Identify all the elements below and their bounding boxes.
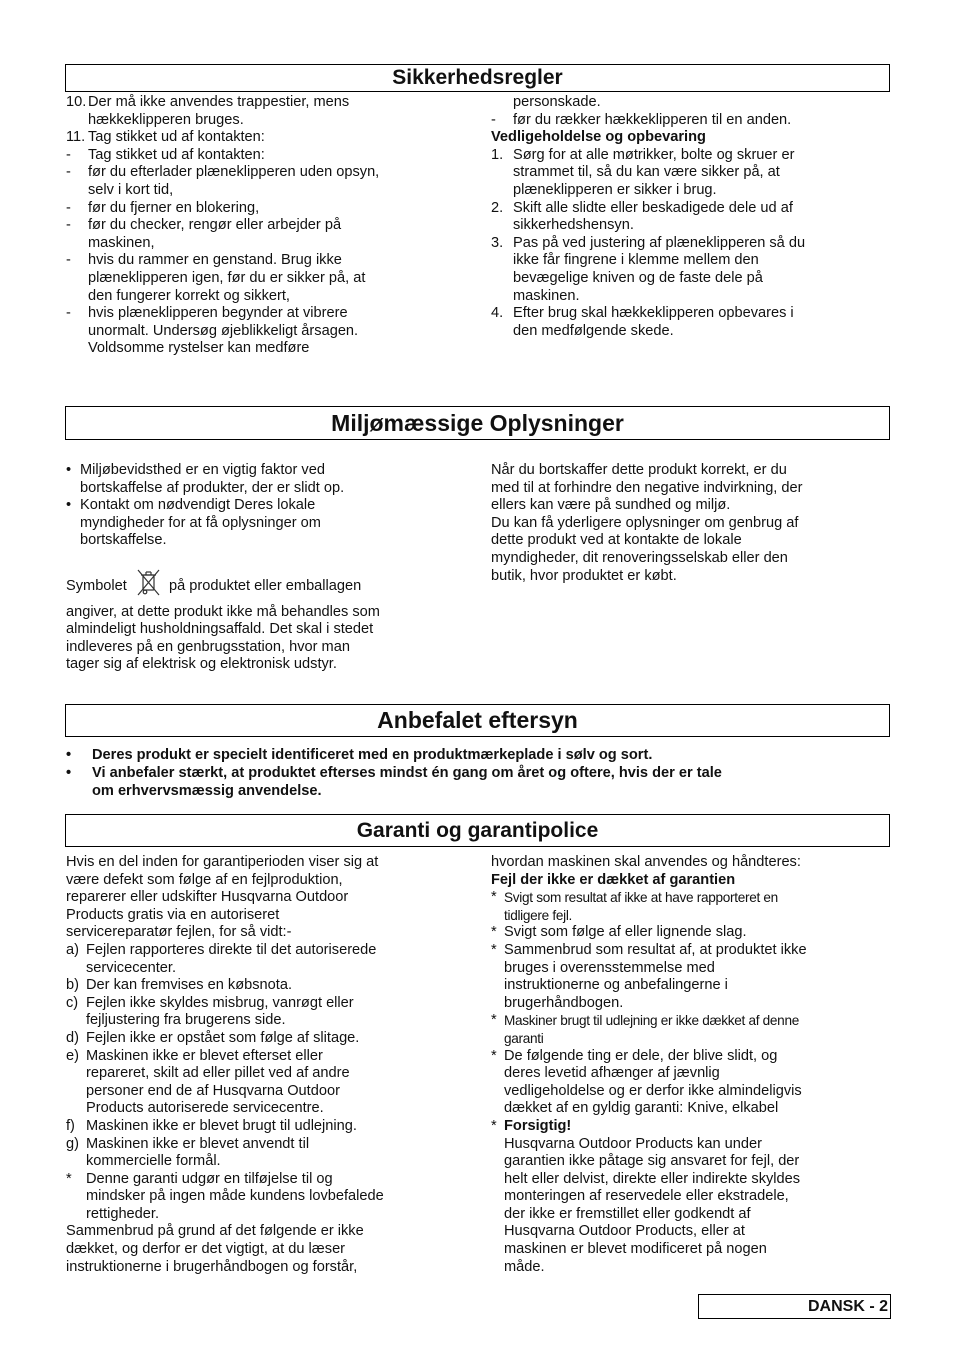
text-line: personer end de af Husqvarna Outdoor — [86, 1082, 340, 1099]
text-line: servicecenter. — [86, 959, 177, 976]
text-line: dækket af en gyldig garanti: Knive, elkabel — [504, 1100, 779, 1117]
text-line: Tag stikket ud af kontakten: — [88, 129, 265, 146]
list-item — [66, 200, 476, 218]
text-line: Når du bortskaffer dette produkt korrekt, er du — [491, 462, 787, 478]
text-line: brugerhåndbogen. — [504, 994, 624, 1011]
safety-heading: Sikkerhedsregler — [65, 64, 890, 92]
text-line: Svigt som følge af eller lignende slag. — [504, 924, 747, 941]
list-item — [66, 217, 476, 252]
list-marker: * — [491, 1117, 497, 1134]
safety-continuation: personskade. — [513, 94, 601, 110]
text-line: angiver, at dette produkt ikke må behandles som — [66, 603, 380, 620]
text-line: Efter brug skal hækkeklipperen opbevares i — [513, 305, 794, 322]
text-line: plæneklipperen er sikker i brug. — [513, 181, 717, 198]
text-line: maskinen er blevet modificeret på nogen — [504, 1241, 767, 1258]
list-marker: • — [66, 497, 72, 514]
caution-text — [504, 1136, 891, 1277]
text-line: Sammenbrud på grund af det følgende er ikke — [66, 1223, 364, 1240]
list-marker: * — [491, 924, 497, 941]
text-line: reparerer eller udskifter Husqvarna Outdoor — [66, 889, 349, 906]
list-item — [66, 746, 896, 764]
text-line: Deres produkt er specielt identificeret med en produktmærkeplade i sølv og sort. — [92, 747, 653, 763]
text-line: den medfølgende skede. — [513, 322, 674, 339]
symbol-sentence — [66, 568, 476, 604]
text-line: bortskaffelse. — [80, 532, 167, 549]
text-line: Tag stikket ud af kontakten: — [88, 146, 265, 163]
environment-heading: Miljømæssige Oplysninger — [65, 406, 890, 440]
text-line: kommercielle formål. — [86, 1153, 221, 1170]
text-line: Du kan få yderligere oplysninger om genbrug af — [491, 514, 799, 531]
list-marker: - — [66, 164, 71, 181]
text-line: Denne garanti udgør en tilføjelse til og — [86, 1170, 333, 1187]
list-marker: * — [491, 1047, 497, 1064]
text-line: Fejlen ikke skyldes misbrug, vanrøgt eller — [86, 994, 354, 1011]
text-line: repareret, skilt ad eller pillet ved af andre — [86, 1065, 350, 1082]
list-marker: 2. — [491, 199, 504, 216]
text-line: deres levetid afhænger af jævnlig — [504, 1065, 720, 1082]
list-text: før du rækker hækkeklipperen til en anden. — [513, 111, 792, 128]
list-item — [66, 1118, 476, 1136]
list-item — [66, 942, 476, 977]
text-line: rettigheder. — [86, 1205, 160, 1222]
text-line: om erhvervsmæssig anvendelse. — [92, 783, 322, 799]
list-marker: 1. — [491, 146, 504, 163]
text-line: ellers kan være på sundhed og miljø. — [491, 497, 731, 514]
text-line: bruges i overensstemmelse med — [504, 959, 715, 976]
text-line: unormalt. Undersøg øjeblikkeligt årsagen. — [88, 322, 359, 339]
symbol-text-before: Symbolet — [66, 577, 127, 594]
list-marker: f) — [66, 1117, 75, 1134]
safety-list-item — [491, 112, 891, 130]
list-marker: • — [66, 765, 72, 781]
service-bullets — [66, 746, 896, 800]
text-line: servicereparatør fejlen, for så vidt:- — [66, 924, 292, 941]
caution-heading: Forsigtig! — [504, 1117, 572, 1134]
list-item — [491, 235, 891, 305]
text-line: ikke får fingrene i klemme mellem den — [513, 252, 759, 269]
list-marker: e) — [66, 1047, 79, 1064]
environment-right-column — [491, 462, 891, 585]
text-line: være defekt som følge af en fejlproduktion, — [66, 871, 343, 888]
crossed-out-wheelie-bin-icon — [135, 568, 161, 604]
text-line: indleveres på en genbrugsstation, hvor man — [66, 638, 350, 655]
list-item — [491, 147, 891, 200]
safety-left-column — [66, 94, 476, 358]
environment-bullets — [66, 462, 476, 550]
text-line: Maskinen ikke er blevet anvendt til — [86, 1135, 310, 1152]
list-item — [66, 1171, 476, 1224]
text-line: fejljustering fra brugerens side. — [86, 1012, 286, 1029]
text-line: tidligere fejl. — [504, 907, 573, 923]
text-line: Maskinen ikke er blevet efterset eller — [86, 1047, 323, 1064]
list-marker: - — [66, 305, 71, 322]
list-marker: g) — [66, 1135, 79, 1152]
list-item — [66, 164, 476, 199]
text-line: Svigt som resultat af ikke at have rapporteret en — [504, 890, 778, 906]
text-line: Kontakt om nødvendigt Deres lokale — [80, 497, 316, 514]
text-line: strammet til, så du kan være sikker på, at — [513, 164, 780, 181]
exclusions-list — [491, 889, 891, 1118]
text-line: før du fjerner en blokering, — [88, 199, 260, 216]
warranty-left-column — [66, 854, 476, 1276]
text-line: Miljøbevidsthed er en vigtig faktor ved — [80, 462, 325, 478]
text-line: vedligeholdelse og er derfor ikke almindeligvis — [504, 1082, 802, 1099]
warranty-heading: Garanti og garantipolice — [65, 814, 890, 847]
text-line: Maskinen ikke er blevet brugt til udlejning. — [86, 1117, 357, 1134]
list-marker: * — [491, 941, 497, 958]
text-line: bevægelige kniven og de faste dele på — [513, 269, 763, 286]
symbol-explanation — [66, 604, 476, 674]
list-marker: - — [491, 111, 496, 128]
text-line: dækket, og derfor er det vigtigt, at du læser — [66, 1241, 346, 1258]
text-line: hvis plæneklipperen begynder at vibrere — [88, 305, 348, 322]
list-item — [66, 977, 476, 995]
text-line: Fejlen ikke er opstået som følge af slitage. — [86, 1029, 360, 1046]
list-marker: a) — [66, 941, 79, 958]
text-line: maskinen. — [513, 287, 580, 304]
safety-right-column — [491, 94, 891, 340]
maintenance-list — [491, 147, 891, 341]
list-marker: • — [66, 462, 72, 478]
warranty-conditions — [66, 942, 476, 1224]
text-line: hvis du rammer en genstand. Brug ikke — [88, 252, 342, 269]
page-footer: DANSK - 2 — [698, 1294, 891, 1319]
list-item — [66, 252, 476, 305]
text-line: instruktionerne og anbefalingerne i — [504, 977, 728, 994]
text-line: Sørg for at alle møtrikker, bolte og skruer er — [513, 146, 795, 163]
text-line: almindeligt husholdningsaffald. Det skal i stedet — [66, 621, 374, 638]
text-line: butik, hvor produktet er købt. — [491, 567, 677, 584]
list-marker: 10. — [66, 94, 87, 110]
list-marker: b) — [66, 977, 79, 994]
list-marker: * — [491, 889, 497, 906]
text-line: Pas på ved justering af plæneklipperen så du — [513, 234, 806, 251]
list-marker: 3. — [491, 234, 504, 251]
list-item — [491, 889, 891, 924]
maintenance-heading: Vedligeholdelse og opbevaring — [491, 129, 706, 146]
list-item — [66, 305, 476, 358]
list-marker: * — [491, 1012, 497, 1029]
text-line: dette produkt ved at kontakte de lokale — [491, 532, 742, 549]
text-line: Voldsomme rystelser kan medføre — [88, 340, 310, 357]
text-line: med til at forhindre den negative indvirkning, der — [491, 479, 803, 496]
text-line: før du efterlader plæneklipperen uden opsyn, — [88, 164, 380, 181]
text-line: Hvis en del inden for garantiperioden viser sig at — [66, 854, 379, 870]
text-line: instruktionerne i brugerhåndbogen og forstår, — [66, 1258, 358, 1275]
text-line: plæneklipperen igen, før du er sikker på, at — [88, 269, 366, 286]
text-line: der ikke er fremstillet eller godkendt af — [504, 1205, 751, 1222]
exclusions-heading: Fejl der ikke er dækket af garantien — [491, 871, 736, 888]
list-item — [66, 462, 476, 497]
text-line: før du checker, rengør eller arbejder på — [88, 217, 342, 234]
list-marker: - — [66, 252, 71, 269]
list-marker: * — [66, 1170, 72, 1187]
list-marker: 11. — [66, 129, 86, 146]
list-item — [66, 497, 476, 550]
symbol-text-after: på produktet eller emballagen — [168, 577, 362, 594]
warranty-intro — [66, 854, 476, 942]
text-line: maskinen, — [88, 234, 155, 251]
list-item — [66, 129, 476, 147]
text-line: monteringen af reservedele eller ekstradele, — [504, 1188, 789, 1205]
text-line: bortskaffelse af produkter, der er slidt op. — [80, 479, 345, 496]
list-marker: - — [66, 199, 71, 216]
text-line: måde. — [504, 1258, 545, 1275]
list-item — [66, 764, 896, 800]
text-line: mindsker på ingen måde kundens lovbefalede — [86, 1188, 384, 1205]
list-item — [66, 995, 476, 1030]
text-line: Maskiner brugt til udlejning er ikke dækket af denne — [504, 1013, 799, 1029]
service-heading: Anbefalet eftersyn — [65, 704, 890, 737]
text-line: De følgende ting er dele, der blive slidt, og — [504, 1047, 778, 1064]
list-marker: 4. — [491, 305, 504, 322]
list-item — [491, 305, 891, 340]
list-item — [491, 924, 891, 942]
text-line: Fejlen rapporteres direkte til det autoriserede — [86, 941, 377, 958]
text-line: Husqvarna Outdoor Products, eller at — [504, 1223, 745, 1240]
list-item — [491, 1012, 891, 1047]
text-line: Der kan fremvises en købsnota. — [86, 977, 293, 994]
text-line: Vi anbefaler stærkt, at produktet efterses mindst én gang om året og oftere, hvis der er tale — [92, 765, 722, 781]
text-line: garanti — [504, 1030, 544, 1046]
list-marker: • — [66, 747, 72, 763]
text-line: tager sig af elektrisk og elektronisk udstyr. — [66, 656, 337, 673]
list-marker: - — [66, 217, 71, 234]
list-item — [491, 942, 891, 1012]
list-item — [491, 1048, 891, 1118]
warranty-right-column — [491, 854, 891, 1276]
text-line: myndigheder, dit renoveringsselskab eller den — [491, 549, 788, 566]
list-item — [66, 147, 476, 165]
text-line: Der må ikke anvendes trappestier, mens — [88, 94, 350, 110]
list-item — [66, 1048, 476, 1118]
text-line: garantien ikke påtage sig ansvaret for fejl, der — [504, 1153, 800, 1170]
environment-left-column — [66, 462, 476, 674]
list-item — [491, 200, 891, 235]
list-item — [66, 1136, 476, 1171]
list-item — [66, 94, 476, 129]
text-line: selv i kort tid, — [88, 181, 174, 198]
list-item — [66, 1030, 476, 1048]
warranty-closing — [66, 1223, 476, 1276]
list-marker: - — [66, 146, 71, 163]
text-line: Products autoriserede servicecentre. — [86, 1100, 324, 1117]
text-line: Husqvarna Outdoor Products kan under — [504, 1135, 762, 1152]
caution-item — [491, 1118, 891, 1276]
text-line: sikkerhedshensyn. — [513, 217, 634, 234]
text-line: den fungerer korrekt og sikkert, — [88, 287, 290, 304]
warranty-continuation: hvordan maskinen skal anvendes og håndteres: — [491, 854, 801, 870]
text-line: hækkeklipperen bruges. — [88, 111, 244, 128]
list-marker: d) — [66, 1029, 79, 1046]
text-line: Sammenbrud som resultat af, at produktet ikke — [504, 941, 807, 958]
text-line: Products gratis via en autoriseret — [66, 906, 280, 923]
text-line: myndigheder for at få oplysninger om — [80, 514, 321, 531]
text-line: Skift alle slidte eller beskadigede dele ud af — [513, 199, 793, 216]
list-marker: c) — [66, 994, 79, 1011]
text-line: helt eller delvist, direkte eller indirekte skyldes — [504, 1170, 801, 1187]
